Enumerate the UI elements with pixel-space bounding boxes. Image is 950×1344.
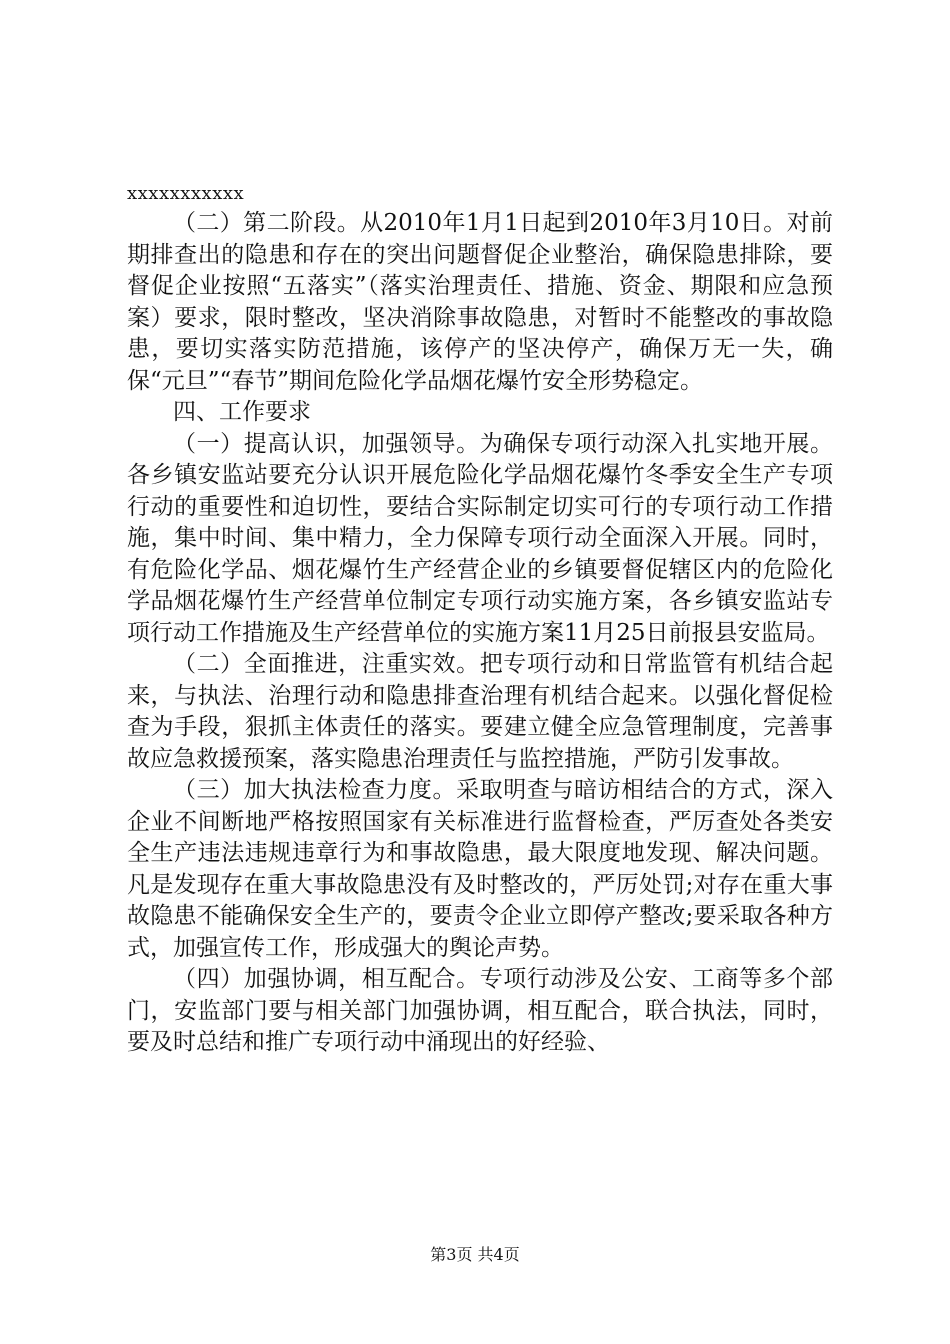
- paragraph-requirement-two: （二）全面推进，注重实效。把专项行动和日常监管有机结合起来，与执法、治理行动和隐患排查治理有机结合起来。以强化督促检查为手段，狠抓主体责任的落实。要建立健全应急管理制度，完善事故应急救援预案，落实隐患治理责任与监控措施，严防引发事故。: [127, 651, 833, 772]
- paragraph-phase-two: （二）第二阶段。从2010年1月1日起到2010年3月10日。对前期排查出的隐患和存在的突出问题督促企业整治，确保隐患排除，要督促企业按照“五落实”（落实治理责任、措施、资金、期限和应急预案）要求，限时整改，坚决消除事故隐患，对暂时不能整改的事故隐患，要切实落实防范措施，该停产的坚决停产，确保万无一失，确保“元旦”“春节”期间危险化学品烟花爆竹安全形势稳定。: [127, 210, 833, 394]
- paragraph-requirement-three: （三）加大执法检查力度。采取明查与暗访相结合的方式，深入企业不间断地严格按照国家有关标准进行监督检查，严厉查处各类安全生产违法违规违章行为和事故隐患，最大限度地发现、解决问题。凡是发现存在重大事故隐患没有及时整改的，严厉处罚;对存在重大事故隐患不能确保安全生产的，要责令企业立即停产整改;要采取各种方式，加强宣传工作，形成强大的舆论声势。: [127, 777, 833, 961]
- page-number-footer: 第3页 共4页: [430, 1245, 520, 1264]
- document-body: [127, 180, 833, 1059]
- paragraph-requirement-one: （一）提高认识，加强领导。为确保专项行动深入扎实地开展。各乡镇安监站要充分认识开展危险化学品烟花爆竹冬季安全生产专项行动的重要性和迫切性，要结合实际制定切实可行的专项行动工作措施，集中时间、集中精力，全力保障专项行动全面深入开展。同时，有危险化学品、烟花爆竹生产经营企业的乡镇要督促辖区内的危险化学品烟花爆竹生产经营单位制定专项行动实施方案，各乡镇安监站专项行动工作措施及生产经营单位的实施方案11月25日前报县安监局。: [127, 430, 833, 646]
- paragraph-requirement-four: （四）加强协调，相互配合。专项行动涉及公安、工商等多个部门，安监部门要与相关部门加强协调，相互配合，联合执法，同时，要及时总结和推广专项行动中涌现出的好经验、: [127, 966, 833, 1055]
- header-placeholder-text: xxxxxxxxxxx: [127, 183, 245, 204]
- section-heading-work-requirements: 四、工作要求: [173, 399, 311, 425]
